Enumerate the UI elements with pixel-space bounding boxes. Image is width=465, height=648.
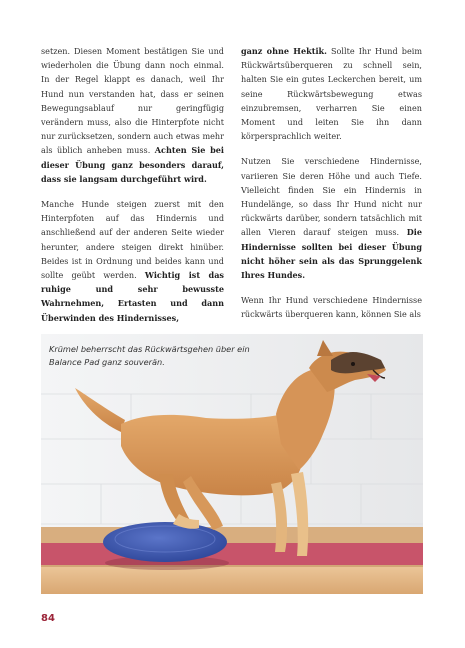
right-paragraph-1-emphasis: ganz ohne Hektik.: [241, 46, 327, 56]
left-text-column: [41, 44, 224, 325]
red-mat: [41, 543, 423, 565]
left-paragraph-2-text: Manche Hunde steigen zuerst mit den Hinterpfoten auf das Hindernis und anschließend auf der anderen Seite wieder herunter, andere steigen direkt hinüber. Beides ist in Ordnung und beides kann und sollte geübt werden.: [41, 199, 224, 281]
balance-pad: [103, 522, 227, 562]
page-number: 84: [41, 613, 55, 624]
left-paragraph-1: [41, 44, 224, 186]
left-paragraph-1-emphasis: Achten Sie bei dieser Übung ganz besonders darauf, dass sie langsam durchgeführt wird.: [41, 145, 224, 184]
back-board: [41, 527, 423, 543]
dog-photo: [41, 334, 423, 594]
right-text-column: [241, 44, 422, 322]
right-paragraph-3-text: Wenn Ihr Hund verschiedene Hindernisse rückwärts überqueren kann, können Sie als: [241, 295, 422, 320]
right-paragraph-2-text: Nutzen Sie verschiedene Hindernisse, variieren Sie deren Höhe und auch Tiefe. Vielleicht finden Sie ein Hindernis in Hundelänge, so dass Ihr Hund nicht nur rückwärts darüber, sondern tatsächlich mit allen Vieren darauf steigen muss.: [241, 156, 422, 238]
left-paragraph-1-text: setzen. Diesen Moment bestätigen Sie und wiederholen die Übung dann noch einmal. In der Regel klappt es danach, weil Ihr Hund nun verstanden hat, dass er seinen Bewegungsablauf nur geringfügig verändern muss, also die Hinterpfote nicht nur zurücksetzen, sondern auch etwas mehr als üblich anheben muss.: [41, 46, 224, 156]
left-paragraph-2-emphasis: Wichtig ist das ruhige und sehr bewusste Wahrnehmen, Ertasten und dann Überwinden des Hindernisses,: [41, 270, 224, 323]
left-paragraph-2: [41, 197, 224, 325]
right-paragraph-1-text: Sollte Ihr Hund beim Rückwärtsüberqueren zu schnell sein, halten Sie ein gutes Leckerchen bereit, um seine Rückwärtsbewegung etwas einzubremsen, verharren Sie einen Moment und leiten Sie ihn dann körpersprachlich weiter.: [241, 46, 422, 142]
dog-photo-illustration: [41, 334, 423, 594]
front-board: [41, 565, 423, 594]
right-paragraph-2: [241, 154, 422, 282]
photo-caption: Krümel beherrscht das Rückwärtsgehen über ein Balance Pad ganz souverän.: [49, 344, 250, 367]
right-paragraph-2-emphasis: Die Hindernisse sollten bei dieser Übung nicht höher sein als das Sprunggelenk Ihres Hundes.: [241, 227, 422, 281]
right-paragraph-3: [241, 293, 422, 321]
right-paragraph-1: [241, 44, 422, 143]
